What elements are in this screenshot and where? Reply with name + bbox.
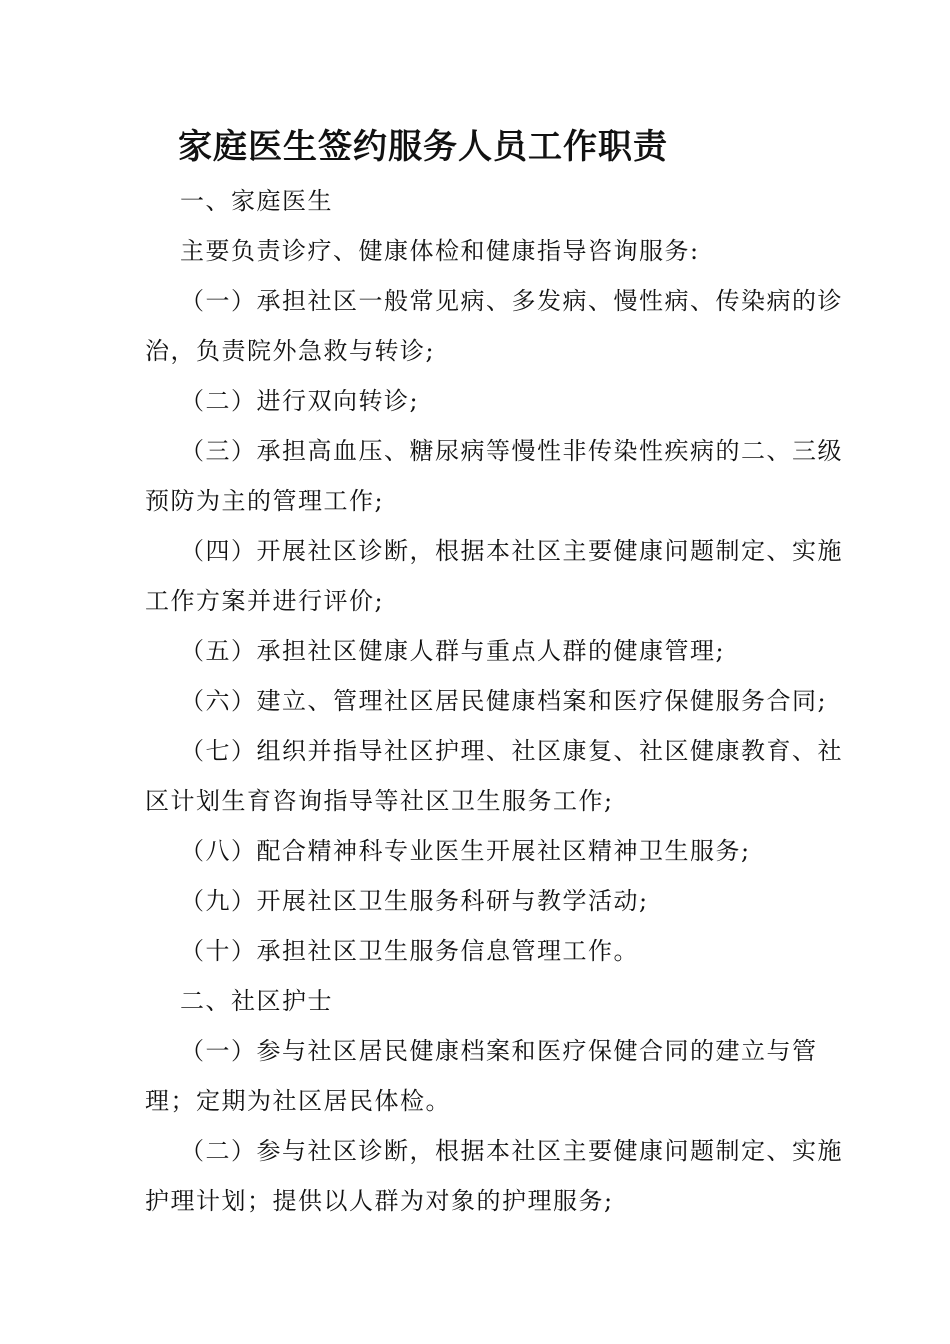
text-line: （一）参与社区居民健康档案和医疗保健合同的建立与管	[180, 1037, 818, 1065]
text-line: 治，负责院外急救与转诊;	[145, 337, 436, 365]
text-line: 护理计划；提供以人群为对象的护理服务;	[145, 1187, 614, 1215]
text-line: 工作方案并进行评价;	[145, 587, 385, 615]
text-line: （四）开展社区诊断，根据本社区主要健康问题制定、实施	[180, 537, 843, 565]
text-line: （八）配合精神科专业医生开展社区精神卫生服务;	[180, 837, 751, 865]
text-line: 主要负责诊疗、健康体检和健康指导咨询服务:	[180, 237, 700, 265]
text-line: 理；定期为社区居民体检。	[145, 1087, 451, 1115]
text-line: （六）建立、管理社区居民健康档案和医疗保健服务合同;	[180, 687, 828, 715]
text-line: 预防为主的管理工作;	[145, 487, 385, 515]
text-line: 区计划生育咨询指导等社区卫生服务工作;	[145, 787, 614, 815]
document-body	[145, 176, 843, 1226]
text-line: （九）开展社区卫生服务科研与教学活动;	[180, 887, 649, 915]
text-line: （一）承担社区一般常见病、多发病、慢性病、传染病的诊	[180, 287, 843, 315]
page-title: 家庭医生签约服务人员工作职责	[178, 127, 668, 167]
text-line: （三）承担高血压、糖尿病等慢性非传染性疾病的二、三级	[180, 437, 843, 465]
text-line: （二）参与社区诊断，根据本社区主要健康问题制定、实施	[180, 1137, 843, 1165]
text-line: （十）承担社区卫生服务信息管理工作。	[180, 937, 639, 965]
text-line: （五）承担社区健康人群与重点人群的健康管理;	[180, 637, 726, 665]
text-line: 一、家庭医生	[180, 187, 333, 215]
text-line: （七）组织并指导社区护理、社区康复、社区健康教育、社	[180, 737, 843, 765]
text-line: 二、社区护士	[180, 987, 333, 1015]
text-line: （二）进行双向转诊;	[180, 387, 420, 415]
